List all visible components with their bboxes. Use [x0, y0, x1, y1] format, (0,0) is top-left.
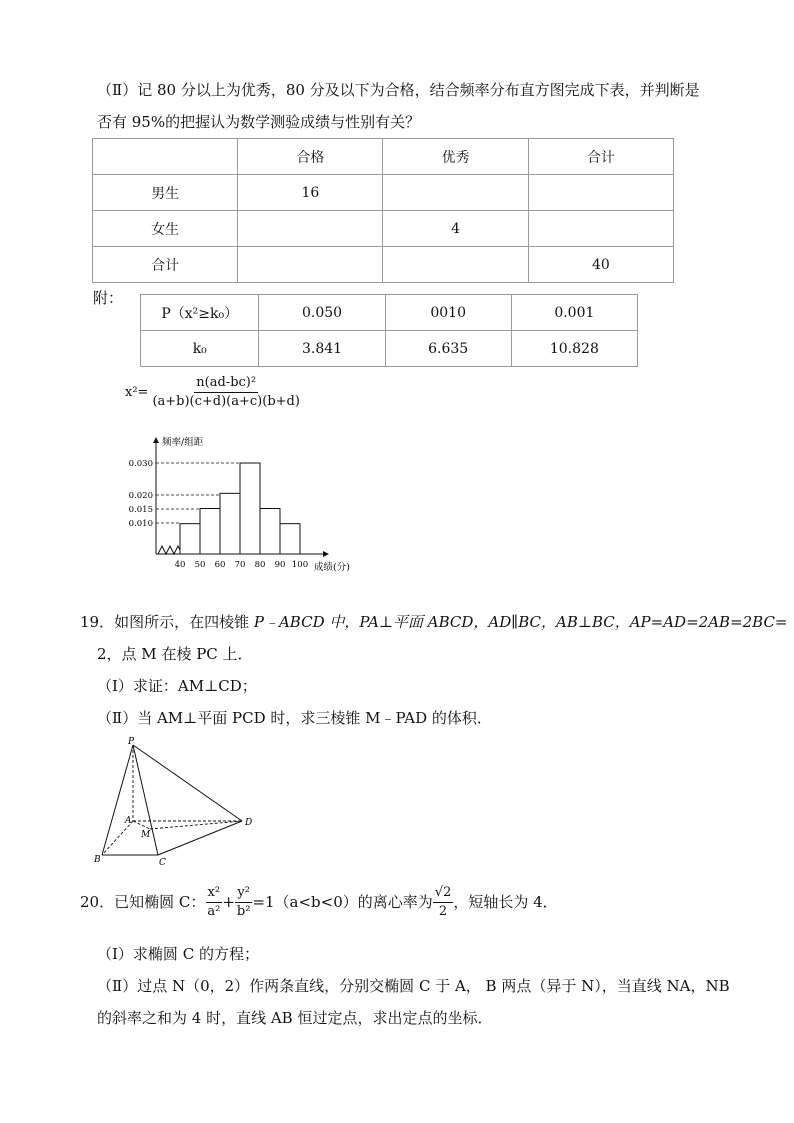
frequency-histogram [120, 430, 380, 580]
table-cell: 0.001 [511, 295, 637, 331]
table-cell: 3.841 [259, 331, 385, 367]
x-axis-title: 成绩(分) [314, 562, 350, 573]
fraction-numerator: y² [235, 884, 252, 903]
q19-part2: （Ⅱ）当 AM⊥平面 PCD 时，求三棱锥 M﹣PAD 的体积． [97, 709, 492, 727]
fraction-numerator: x² [206, 884, 223, 903]
table-cell: 0010 [385, 295, 511, 331]
table-header [93, 139, 238, 175]
table-cell: 合计 [93, 247, 238, 283]
table-cell: k₀ [141, 331, 259, 367]
q19-line1 [80, 612, 788, 632]
table-cell [383, 247, 528, 283]
table-cell: 6.635 [385, 331, 511, 367]
table-header: 合格 [238, 139, 383, 175]
critical-value-table [140, 294, 638, 367]
bar-70-80 [240, 463, 260, 554]
x-tick-label: 40 [174, 560, 186, 570]
y-tick-label: 0.020 [128, 491, 153, 501]
fraction-denominator: a² [207, 903, 221, 919]
vertex-label-B: B [94, 855, 101, 865]
chi-square-formula [125, 374, 302, 411]
table-header: 合计 [528, 139, 673, 175]
vertex-label-C: C [159, 858, 166, 868]
edge-PB [102, 745, 133, 855]
q19-line1-rest: P﹣ABCD 中，PA⊥平面 ABCD，AD∥BC，AB⊥BC，AP=AD=2AB=2BC= [253, 613, 788, 631]
x-tick-label: 70 [234, 560, 246, 570]
q20-part1: （Ⅰ）求椭圆 C 的方程； [97, 945, 259, 963]
table-cell: 40 [528, 247, 673, 283]
table-cell: 女生 [93, 211, 238, 247]
formula-lhs: x²= [125, 385, 149, 400]
q20-part2-line1: （Ⅱ）过点 N（0，2）作两条直线，分别交椭圆 C 于 A， B 两点（异于 N），当直线 NA，NB [97, 977, 730, 995]
q20-part2-line2: 的斜率之和为 4 时，直线 AB 恒过定点，求出定点的坐标． [97, 1009, 493, 1027]
fraction-denominator: b² [236, 903, 251, 919]
table-cell [238, 211, 383, 247]
y-tick-label: 0.010 [128, 519, 153, 529]
eccentricity-fraction [433, 884, 454, 921]
vertex-label-A: A [125, 816, 132, 826]
table-cell: 0.050 [259, 295, 385, 331]
x-tick-label: 100 [291, 560, 309, 570]
x-tick-label: 50 [194, 560, 206, 570]
vertex-label-D: D [245, 818, 253, 828]
formula-numerator: n(ad-bc)² [194, 374, 258, 393]
table-cell [238, 247, 383, 283]
edge-CD [158, 821, 242, 855]
pyramid-figure [90, 735, 265, 870]
fraction-denominator: 2 [438, 903, 448, 919]
q20-suffix: ，短轴长为 4． [453, 893, 558, 911]
appendix-label: 附： [93, 289, 124, 307]
fraction-numerator: √2 [433, 884, 454, 903]
segment-MD [150, 821, 242, 829]
table-cell: P（x²≥k₀） [141, 295, 259, 331]
q20-statement [80, 882, 558, 922]
x-tick-label: 60 [214, 560, 226, 570]
y-squared-fraction [235, 884, 253, 921]
q19-line1-prefix: 19．如图所示，在四棱锥 [80, 613, 254, 631]
contingency-table [92, 138, 674, 283]
x-squared-fraction [205, 884, 222, 921]
table-cell: 16 [238, 175, 383, 211]
segment-AM [133, 821, 150, 829]
table-cell [528, 211, 673, 247]
q19-part1: （Ⅰ）求证：AM⊥CD； [97, 677, 257, 695]
vertex-label-P: P [128, 737, 135, 747]
formula-denominator: (a+b)(c+d)(a+c)(b+d) [152, 394, 300, 409]
edge-PD [133, 745, 242, 821]
table-cell: 4 [383, 211, 528, 247]
q18-part2-line1: （Ⅱ）记 80 分以上为优秀，80 分及以下为合格，结合频率分布直方图完成下表，并判断是 [97, 81, 700, 99]
x-tick-label: 90 [274, 560, 286, 570]
q20-prefix: 20．已知椭圆 C： [80, 893, 206, 911]
q20-mid: =1（a<b<0）的离心率为 [252, 893, 433, 911]
table-cell [383, 175, 528, 211]
bar-50-60 [200, 509, 220, 555]
table-cell [528, 175, 673, 211]
bar-80-90 [260, 509, 280, 555]
y-axis-title: 频率/组距 [162, 437, 204, 448]
plus-sign: + [222, 893, 235, 911]
point-label-M: M [141, 830, 151, 840]
x-tick-label: 80 [254, 560, 266, 570]
table-cell: 男生 [93, 175, 238, 211]
q18-part2-line2: 否有 95%的把握认为数学测验成绩与性别有关？ [97, 113, 421, 131]
y-tick-label: 0.030 [128, 459, 153, 469]
axis-break [158, 546, 180, 554]
bar-90-100 [280, 524, 300, 554]
y-tick-label: 0.015 [128, 505, 153, 515]
bar-40-50 [180, 524, 200, 554]
q19-line2: 2，点 M 在棱 PC 上． [97, 645, 253, 663]
bar-60-70 [220, 493, 240, 554]
table-header: 优秀 [383, 139, 528, 175]
table-cell: 10.828 [511, 331, 637, 367]
